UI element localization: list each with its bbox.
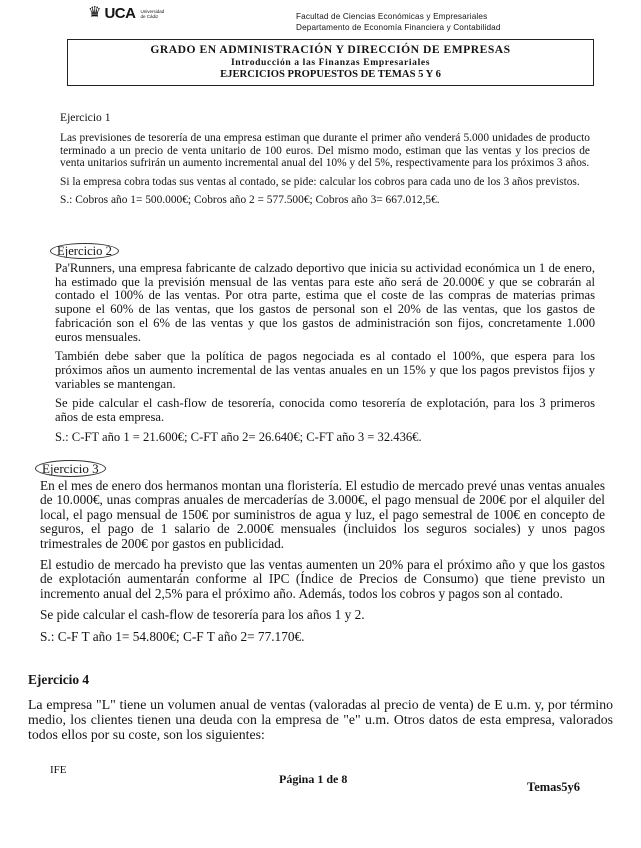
footer-left: IFE: [50, 764, 67, 776]
paragraph: El estudio de mercado ha previsto que las ventas aumenten un 20% para el próximo año y que los gastos de explotación aumentarán conforme al IPC (Índice de Precios de Consumo) que tiene previsto un incremento anual del 2,5% para el próximo año. Además, todos los cobros y pagos son al contado.: [40, 557, 605, 601]
paragraph: Las previsiones de tesorería de una empresa estiman que durante el primer año venderá 5.000 unidades de producto terminado a un precio de venta unitario de 100 euros. Del mismo modo, estiman que las ventas y los precios de venta unitarios sufrirán un aumento incremental anual del 10% y del 5%, respectivamente para los próximos 3 años.: [60, 132, 590, 170]
university-logo: [88, 5, 164, 22]
department-name: Departamento de Economía Financiera y Contabilidad: [296, 23, 501, 32]
solution: S.: C-F T año 1= 54.800€; C-F T año 2= 77.170€.: [40, 628, 305, 644]
logo-text: UCA: [104, 5, 136, 22]
faculty-name: Facultad de Ciencias Económicas y Empresariales: [296, 12, 488, 21]
solution: S.: Cobros año 1= 500.000€; Cobros año 2 = 577.500€; Cobros año 3= 667.012,5€.: [60, 194, 440, 207]
paragraph: Se pide calcular el cash-flow de tesorería, conocida como tesorería de explotación, para los 3 primeros años de esta empresa.: [55, 396, 595, 425]
paragraph: La empresa "L" tiene un volumen anual de ventas (valoradas al precio de venta) de E u.m. y, por término medio, los clientes tienen una deuda con la empresa de "e" u.m. Otros datos de esta empresa, valorados todos ellos por su coste, son los siguientes:: [28, 697, 613, 742]
solution: S.: C-FT año 1 = 21.600€; C-FT año 2= 26.640€; C-FT año 3 = 32.436€.: [55, 429, 422, 444]
logo-subtext: Universidad de Cádiz: [140, 8, 165, 19]
paragraph: Se pide calcular el cash-flow de tesorería para los años 1 y 2.: [40, 607, 365, 623]
paragraph: En el mes de enero dos hermanos montan una floristería. El estudio de mercado prevé unas ventas anuales de 10.000€, unas compras anuales de mercaderías de 3.000€, el pago mensual de 200€ por el alquiler del local, el pago mensual de 150€ por suministros de agua y luz, el pago semestral de 100€ en concepto de seguros, el pago de 1 salario de 2.000€ mensuales (incluidos los seguros sociales) y unos pagos trimestrales de 200€ por gastos en publicidad.: [40, 478, 605, 551]
crown-icon: ♛: [88, 5, 102, 21]
exercise-set-title: EJERCICIOS PROPUESTOS DE TEMAS 5 Y 6: [220, 69, 441, 80]
paragraph: También debe saber que la política de pagos negociada es al contado el 100%, que espera para los próximos años un aumento incremental de las ventas anuales en un 15% y que los pagos previstos fijos y variables se mantengan.: [55, 349, 595, 391]
title-box: [67, 39, 594, 86]
exercise-heading: Ejercicio 1: [60, 111, 111, 124]
paragraph: Si la empresa cobra todas sus ventas al contado, se pide: calcular los cobros para cada uno de los 3 años previstos.: [60, 175, 580, 188]
exercise-heading: Ejercicio 3: [35, 460, 106, 477]
exercise-heading: Ejercicio 2: [50, 243, 119, 259]
footer-right: Temas5y6: [527, 780, 581, 794]
exercise-heading: Ejercicio 4: [28, 672, 90, 687]
exercise-3: [40, 461, 605, 644]
exercise-4: [28, 672, 613, 742]
exercise-1: [60, 111, 590, 207]
paragraph: Pa'Runners, una empresa fabricante de calzado deportivo que inicia su actividad económica un 1 de enero, ha estimado que la previsión mensual de las ventas para este año será de 20.000€ y que se cobrarán al contado el 100% de las ventas. Por otra parte, estima que el coste de las compras de materias primas supone el 60% de las ventas, que los gastos de personal son el 20% de las ventas, que los gastos de fabricación son el 6% de las ventas y que los gastos de administración son fijos, concretamente 1.000 euros mensuales.: [55, 261, 595, 344]
exercise-2: [55, 244, 595, 444]
faculty-header: [296, 11, 501, 33]
degree-title: GRADO EN ADMINISTRACIÓN Y DIRECCIÓN DE EMPRESAS: [150, 43, 511, 56]
page-number: Página 1 de 8: [279, 772, 348, 786]
course-title: Introducción a las Finanzas Empresariales: [230, 57, 431, 68]
